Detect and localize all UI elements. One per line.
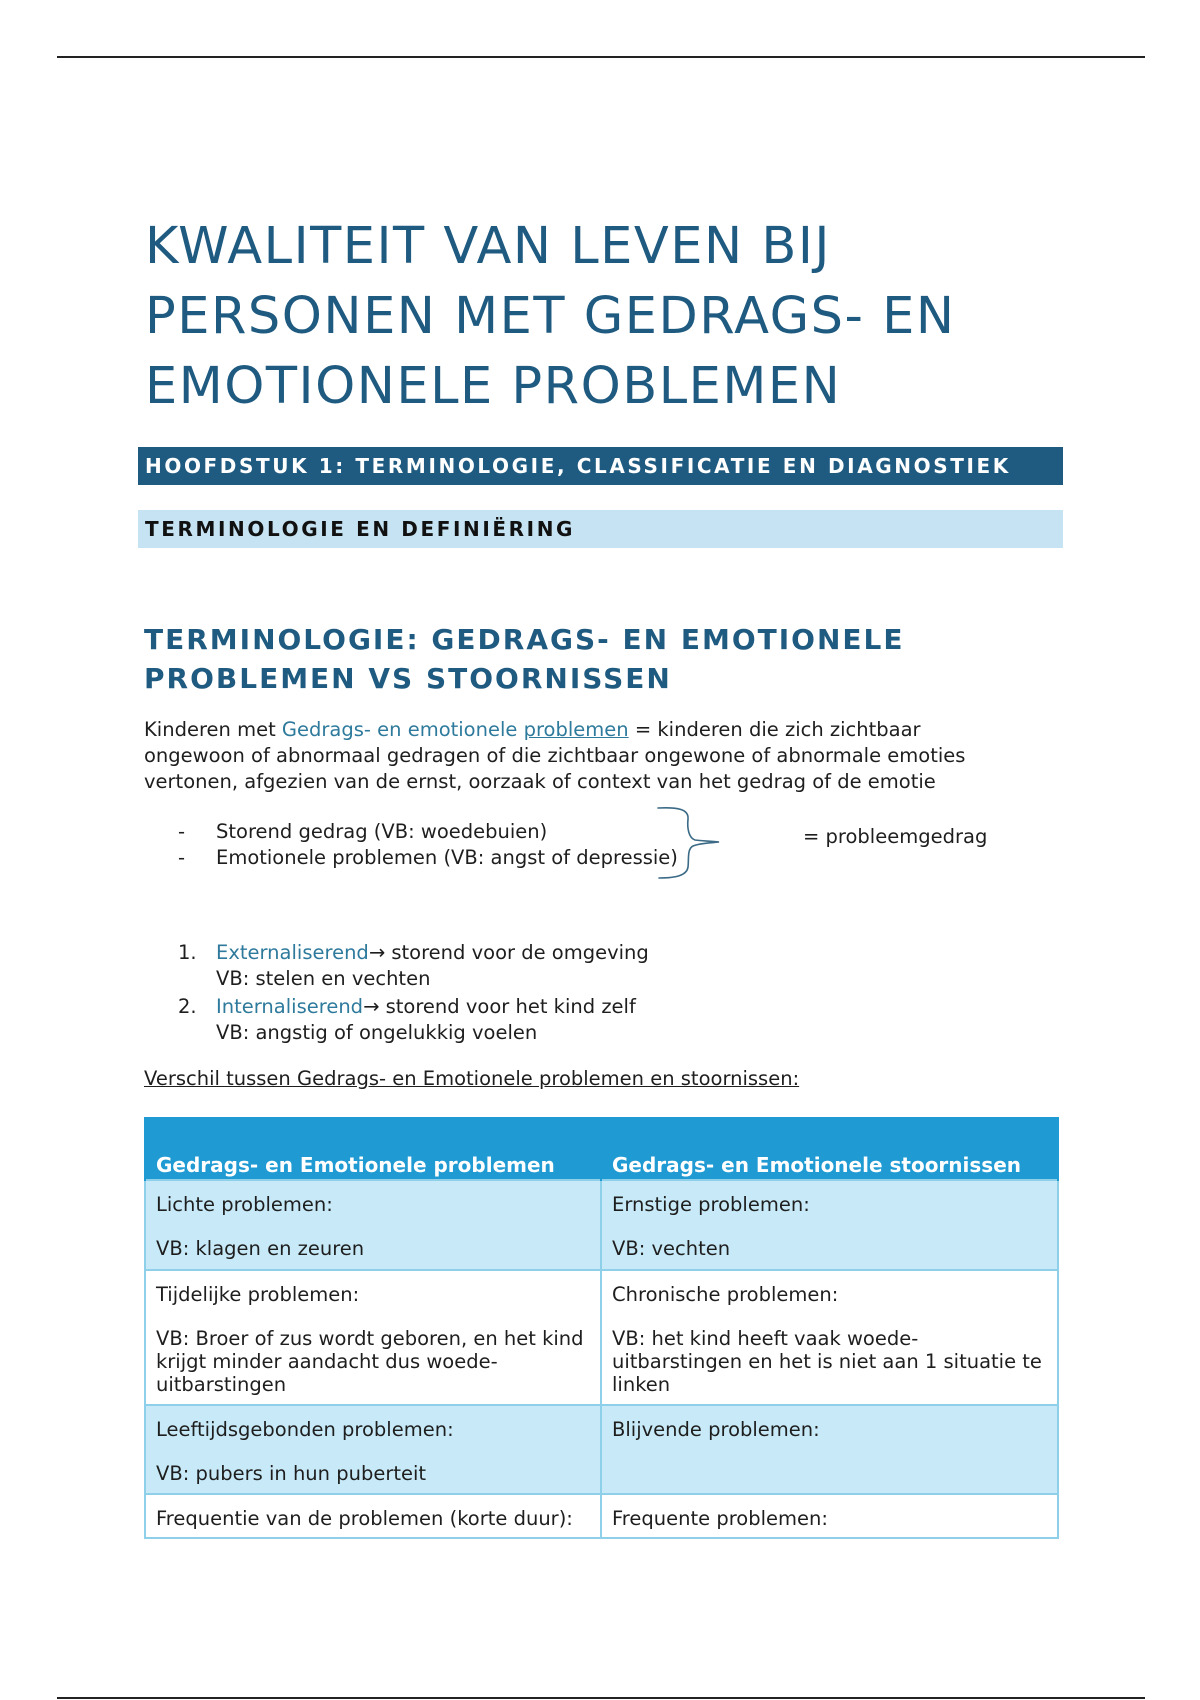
bottom-rule	[57, 1697, 1145, 1699]
table-row	[145, 1180, 1058, 1270]
title-line: PERSONEN MET GEDRAGS- EN	[145, 287, 956, 346]
cell-title: Frequente problemen:	[612, 1507, 828, 1530]
bullet-marker: -	[178, 846, 186, 869]
list-term: Externaliserend	[216, 941, 369, 964]
intro-line-2: ongewoon of abnormaal gedragen of die zichtbaar ongewone of abnormale emoties	[144, 744, 966, 767]
table-cell	[145, 1270, 601, 1405]
table-cell	[145, 1180, 601, 1270]
cell-example: VB: klagen en zeuren	[156, 1237, 365, 1260]
intro-term: Gedrags- en emotionele	[281, 718, 524, 741]
column-header: Gedrags- en Emotionele problemen	[145, 1117, 601, 1180]
list-item	[178, 994, 649, 1020]
document-title	[145, 212, 1045, 422]
table-cell	[601, 1270, 1058, 1405]
cell-title: Frequentie van de problemen (korte duur):	[156, 1507, 573, 1530]
table-cell	[145, 1405, 601, 1494]
cell-title: Chronische problemen:	[612, 1283, 839, 1306]
bullet-marker: -	[178, 820, 186, 843]
intro-term-underlined: problemen	[523, 718, 629, 741]
bullet-list	[178, 819, 678, 871]
bullet-text: Emotionele problemen (VB: angst of depressie)	[216, 846, 678, 869]
cell-title: Ernstige problemen:	[612, 1193, 810, 1216]
intro-paragraph	[144, 717, 1064, 795]
probleemgedrag-label: = probleemgedrag	[803, 825, 988, 848]
cell-title: Lichte problemen:	[156, 1193, 333, 1216]
column-header: Gedrags- en Emotionele stoornissen	[601, 1117, 1058, 1180]
table-cell	[145, 1494, 601, 1538]
list-number: 1.	[178, 941, 197, 964]
bullet-text: Storend gedrag (VB: woedebuien)	[216, 820, 548, 843]
cell-example: VB: vechten	[612, 1237, 731, 1260]
table-row	[145, 1405, 1058, 1494]
chapter-heading: HOOFDSTUK 1: TERMINOLOGIE, CLASSIFICATIE EN DIAGNOSTIEK	[138, 447, 1063, 485]
top-rule	[57, 56, 1145, 58]
table-row	[145, 1494, 1058, 1538]
table-cell	[601, 1494, 1058, 1538]
table-cell	[601, 1180, 1058, 1270]
subsection-heading	[144, 620, 1044, 698]
list-item	[178, 940, 649, 966]
table-cell	[601, 1405, 1058, 1494]
list-item	[178, 845, 678, 871]
comparison-heading: Verschil tussen Gedrags- en Emotionele problemen en stoornissen:	[144, 1067, 800, 1090]
list-term: Internaliserend	[216, 995, 364, 1018]
list-item	[178, 819, 678, 845]
list-example: VB: stelen en vechten	[216, 967, 431, 990]
title-line: KWALITEIT VAN LEVEN BIJ	[145, 217, 831, 276]
intro-line-1-rest: = kinderen die zich zichtbaar	[628, 718, 921, 741]
cell-example: VB: pubers in hun puberteit	[156, 1462, 427, 1485]
table-row	[145, 1270, 1058, 1405]
title-line: EMOTIONELE PROBLEMEN	[145, 357, 842, 416]
numbered-list	[178, 940, 649, 1046]
cell-title: Leeftijdsgebonden problemen:	[156, 1418, 454, 1441]
list-description: → storend voor het kind zelf	[363, 995, 636, 1018]
intro-line-3: vertonen, afgezien van de ernst, oorzaak of context van het gedrag of de emotie	[144, 770, 936, 793]
cell-title: Tijdelijke problemen:	[156, 1283, 360, 1306]
section-heading: TERMINOLOGIE EN DEFINIËRING	[138, 510, 1063, 548]
table-header-row	[145, 1117, 1058, 1180]
cell-example: VB: het kind heeft vaak woede-uitbarstingen en het is niet aan 1 situatie te linken	[612, 1327, 1042, 1396]
handwritten-brace-icon	[655, 805, 725, 881]
list-description: → storend voor de omgeving	[368, 941, 649, 964]
list-example: VB: angstig of ongelukkig voelen	[216, 1021, 538, 1044]
cell-example: VB: Broer of zus wordt geboren, en het kind krijgt minder aandacht dus woede-uitbarstingen	[156, 1327, 584, 1396]
subsection-heading-line: TERMINOLOGIE: GEDRAGS- EN EMOTIONELE	[144, 623, 905, 656]
subsection-heading-line: PROBLEMEN VS STOORNISSEN	[144, 662, 672, 695]
intro-prefix: Kinderen met	[144, 718, 282, 741]
cell-title: Blijvende problemen:	[612, 1418, 820, 1441]
comparison-table	[144, 1117, 1059, 1539]
list-number: 2.	[178, 995, 197, 1018]
intro-line-1	[144, 717, 1064, 743]
